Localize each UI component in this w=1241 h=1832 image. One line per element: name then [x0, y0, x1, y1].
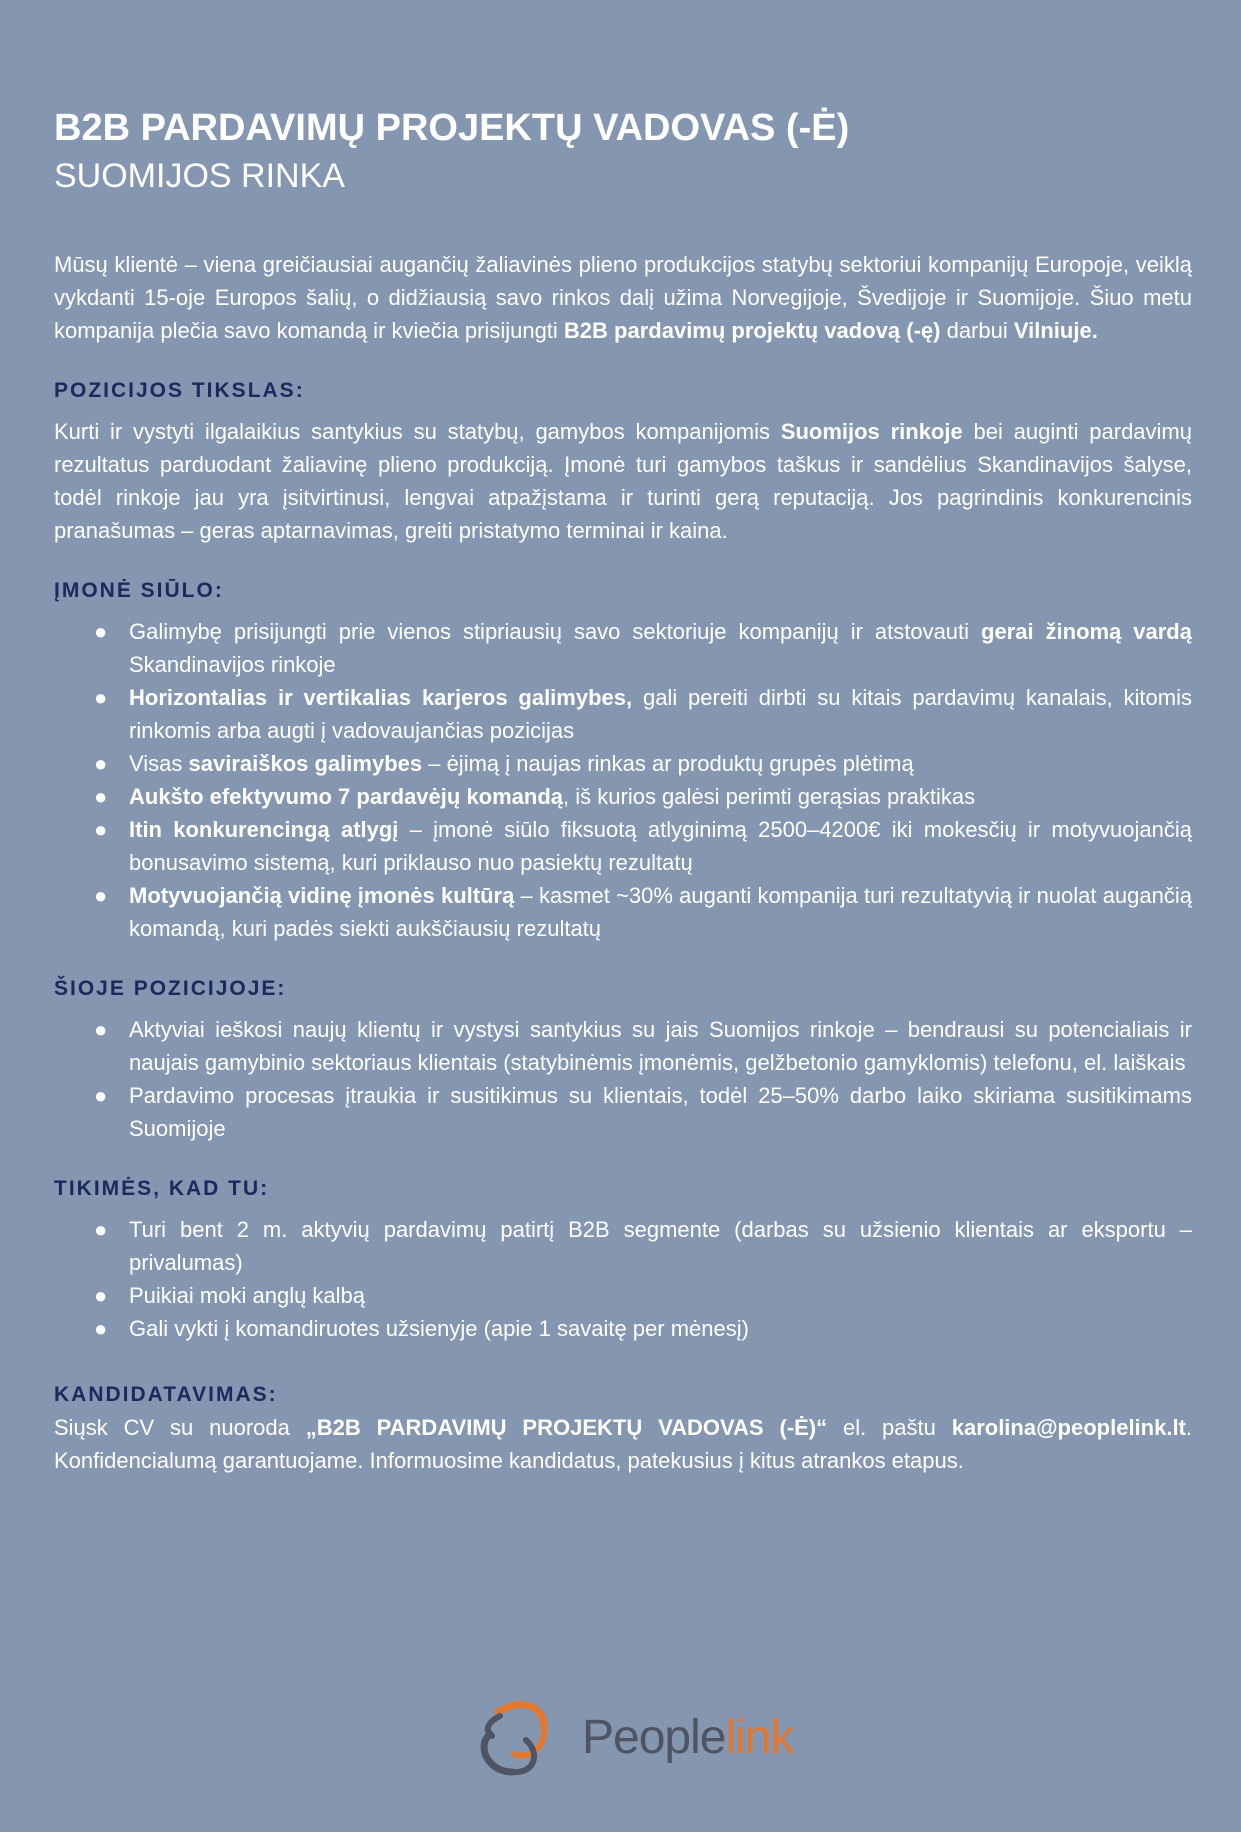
list-item: ● Galimybę prisijungti prie vienos stipriausių savo sektoriuje kompanijų ir atstovauti gerai žinomą vardą Skandinavijos rinkoje — [54, 615, 1192, 681]
bullet-icon: ● — [94, 784, 108, 810]
list-item: ● Puikiai moki anglų kalbą — [54, 1279, 1192, 1312]
position-heading: ŠIOJE POZICIJOJE: — [54, 977, 287, 1001]
apply-heading: KANDIDATAVIMAS: — [54, 1383, 278, 1407]
list-item: ● Horizontalias ir vertikalias karjeros galimybes, gali pereiti dirbti su kitais pardavimų kanalais, kitomis rinkomis arba augti į vadovaujančias pozicijas — [54, 681, 1192, 747]
bullet-icon: ● — [94, 619, 108, 645]
bullet-icon: ● — [94, 1217, 108, 1243]
list-item: ● Aukšto efektyvumo 7 pardavėjų komandą, iš kurios galėsi perimti gerąsias praktikas — [54, 780, 1192, 813]
expect-list — [54, 1213, 1192, 1345]
bullet-icon: ● — [94, 1083, 108, 1109]
job-ad — [54, 106, 1192, 1477]
bullet-icon: ● — [94, 751, 108, 777]
bullet-icon: ● — [94, 685, 108, 711]
list-item: ● Itin konkurencingą atlygį – įmonė siūlo fiksuotą atlyginimą 2500–4200€ iki mokesčių ir motyvuojančią bonusavimo sistemą, kuri priklauso nuo pasiektų rezultatų — [54, 813, 1192, 879]
bullet-icon: ● — [94, 1283, 108, 1309]
bullet-icon: ● — [94, 883, 108, 909]
email-link[interactable]: karolina@peoplelink.lt — [951, 1415, 1186, 1441]
goal-paragraph: Kurti ir vystyti ilgalaikius santykius su statybų, gamybos kompanijomis Suomijos rinkoje bei auginti pardavimų rezultatus parduodant žaliavinę plieno produkciją. Įmonė turi gamybos taškus ir sandėlius Skandinavijos šalyse, todėl rinkoje jau yra įsitvirtinusi, lengvai atpažįstama ir turinti gerą reputaciją. Jos pagrindinis konkurencinis pranašumas – geras aptarnavimas, greiti pristatymo terminai ir kaina. — [54, 419, 1192, 544]
intro-paragraph: Mūsų klientė – viena greičiausiai augančių žaliavinės plieno produkcijos statybų sektoriui kompanijų Europoje, veiklą vykdanti 15-oje Europos šalių, o didžiausią savo rinkos dalį užima Norvegijoje, Švedijoje ir Suomijoje. Šiuo metu kompanija plečia savo komandą ir kviečia prisijungti B2B pardavimų projektų vadovą (-ę) darbui Vilniuje. — [54, 252, 1192, 344]
offers-list — [54, 615, 1192, 945]
logo-wordmark: Peoplelink — [582, 1711, 794, 1764]
goal-heading: POZICIJOS TIKSLAS: — [54, 379, 305, 403]
peoplelink-logo — [470, 1694, 794, 1784]
list-item: ● Visas saviraiškos galimybes – ėjimą į naujas rinkas ar produktų grupės plėtimą — [54, 747, 1192, 780]
apply-paragraph: Siųsk CV su nuoroda „B2B PARDAVIMŲ PROJEKTŲ VADOVAS (-Ė)“ el. paštu karolina@peoplelink.lt. Konfidencialumą garantuojame. Informuosime kandidatus, patekusius į kitus atrankos etapus. — [54, 1415, 1193, 1474]
list-item: ● Gali vykti į komandiruotes užsienyje (apie 1 savaitę per mėnesį) — [54, 1312, 1192, 1345]
list-item: ● Aktyviai ieškosi naujų klientų ir vystysi santykius su jais Suomijos rinkoje – bendrausi su potencialiais ir naujais gamybinio sektoriaus klientais (statybinėmis įmonėmis, gelžbetonio gamyklomis) telefonu, el. laiškais — [54, 1013, 1192, 1079]
list-item: ● Motyvuojančią vidinę įmonės kultūrą – kasmet ~30% auganti kompanija turi rezultatyvią ir nuolat augančią komandą, kuri padės siekti aukščiausių rezultatų — [54, 879, 1192, 945]
job-title: B2B PARDAVIMŲ PROJEKTŲ VADOVAS (-Ė) — [54, 107, 850, 149]
expect-heading: TIKIMĖS, KAD TU: — [54, 1177, 270, 1201]
offers-heading: ĮMONĖ SIŪLO: — [54, 579, 224, 603]
bullet-icon: ● — [94, 1316, 108, 1342]
list-item: ● Pardavimo procesas įtraukia ir susitikimus su klientais, todėl 25–50% darbo laiko skiriama susitikimams Suomijoje — [54, 1079, 1192, 1145]
list-item: ● Turi bent 2 m. aktyvių pardavimų patirtį B2B segmente (darbas su užsienio klientais ar eksportu – privalumas) — [54, 1213, 1192, 1279]
position-list — [54, 1013, 1192, 1145]
bullet-icon: ● — [94, 817, 108, 843]
peoplelink-logo-icon — [470, 1694, 570, 1784]
bullet-icon: ● — [94, 1017, 108, 1043]
job-subtitle: SUOMIJOS RINKA — [54, 156, 345, 195]
